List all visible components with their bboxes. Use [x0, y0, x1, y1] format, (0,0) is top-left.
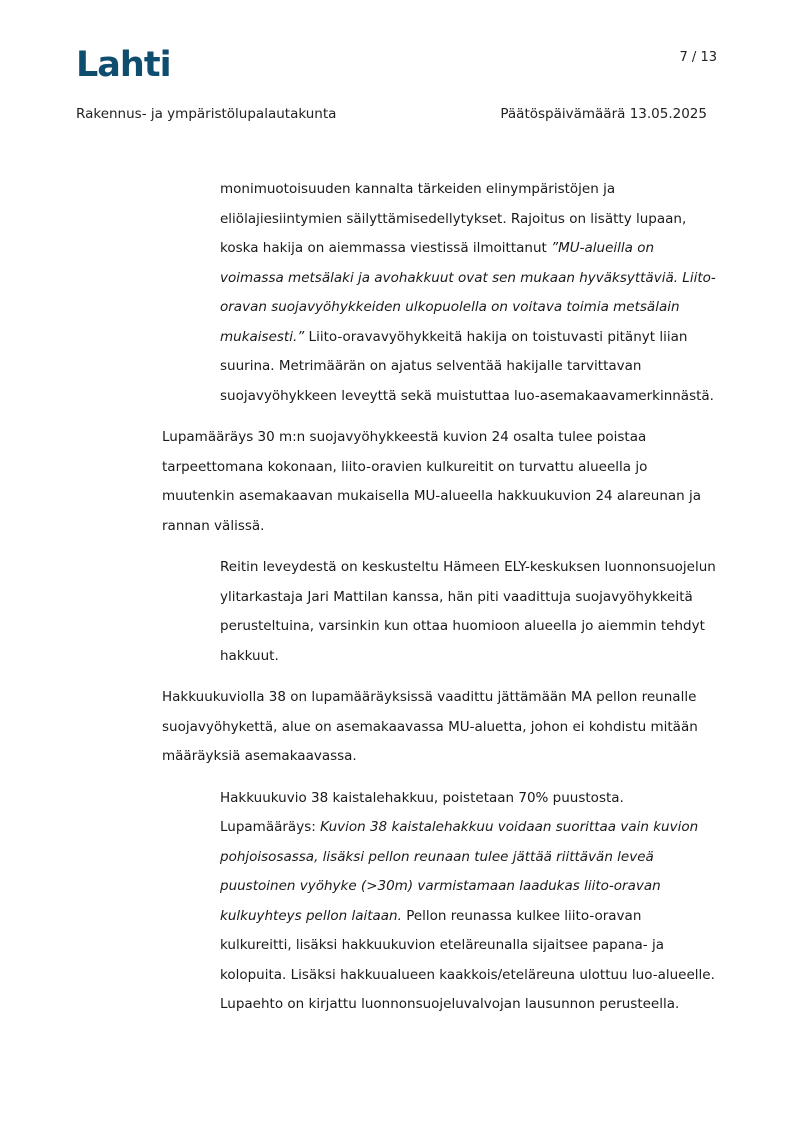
document-header	[76, 106, 707, 122]
paragraph-1-text-a: monimuotoisuuden kannalta tärkeiden elinympäristöjen ja eliölajiesiintymien säilyttämisedellytykset. Rajoitus on lisätty lupaan, koska hakija on aiemmassa viestissä ilmoittanut	[220, 181, 687, 256]
document-body	[162, 175, 717, 1020]
paragraph-2: Lupamääräys 30 m:n suojavyöhykkeestä kuvion 24 osalta tulee poistaa tarpeettomana kokonaan, liito-oravien kulkureitit on turvattu alueella jo muutenkin asemakaavan mukaisella MU-alueella hakkuukuvion 24 alareunan ja rannan välissä.	[162, 429, 702, 534]
paragraph-3: Reitin leveydestä on keskusteltu Hämeen ELY-keskuksen luonnonsuojelun ylitarkastaja Jari Mattilan kanssa, hän piti vaadittuja suojavyöhykkeitä perusteltuina, varsinkin kun ottaa huomioon alueella jo aiemmin tehdyt hakkuut.	[220, 559, 716, 664]
decision-date: Päätöspäivämäärä 13.05.2025	[500, 106, 707, 122]
paragraph-4: Hakkuukuviolla 38 on lupamääräyksissä vaadittu jättämään MA pellon reunalle suojavyöhykettä, alue on asemakaavassa MU-aluetta, johon ei kohdistu mitään määräyksiä asemakaavassa.	[162, 689, 698, 764]
paragraph-5-text-a: Hakkuukuvio 38 kaistalehakkuu, poistetaan 70% puustosta. Lupamääräys:	[220, 789, 624, 835]
lahti-logo: Lahti	[76, 45, 171, 85]
paragraph-1-quote: ”MU-alueilla on voimassa metsälaki ja avohakkuut ovat sen mukaan hyväksyttäviä. Liito-oravan suojavyöhykkeiden ulkopuolella on voitava toimia metsälain mukaisesti.”	[220, 240, 716, 345]
committee-name: Rakennus- ja ympäristölupalautakunta	[76, 106, 337, 122]
paragraph-5-text-b: Pellon reunassa kulkee liito-oravan kulkureitti, lisäksi hakkuukuvion eteläreunalla sijaitsee papana- ja kolopuita. Lisäksi hakkuualueen kaakkois/eteläreuna ulottuu luo-alueelle. Lupaehto on kirjattu luonnonsuojeluvalvojan lausunnon perusteella.	[220, 907, 715, 1012]
page-number: 7 / 13	[679, 50, 717, 65]
paragraph-1	[220, 175, 717, 411]
paragraph-5-italic: Kuvion 38 kaistalehakkuu voidaan suorittaa vain kuvion pohjoisosassa, lisäksi pellon reunaan tulee jättää riittävän leveä puustoinen vyöhyke (>30m) varmistamaan laadukas liito-oravan kulkuyhteys pellon laitaan.	[220, 819, 699, 924]
paragraph-5	[220, 784, 717, 1020]
paragraph-1-text-b: Liito-oravavyöhykkeitä hakija on toistuvasti pitänyt liian suurina. Metrimäärän on ajatus selventää hakijalle tarvittavan suojavyöhykkeen leveyttä sekä muistuttaa luo-asemakaavamerkinnästä.	[220, 328, 714, 404]
